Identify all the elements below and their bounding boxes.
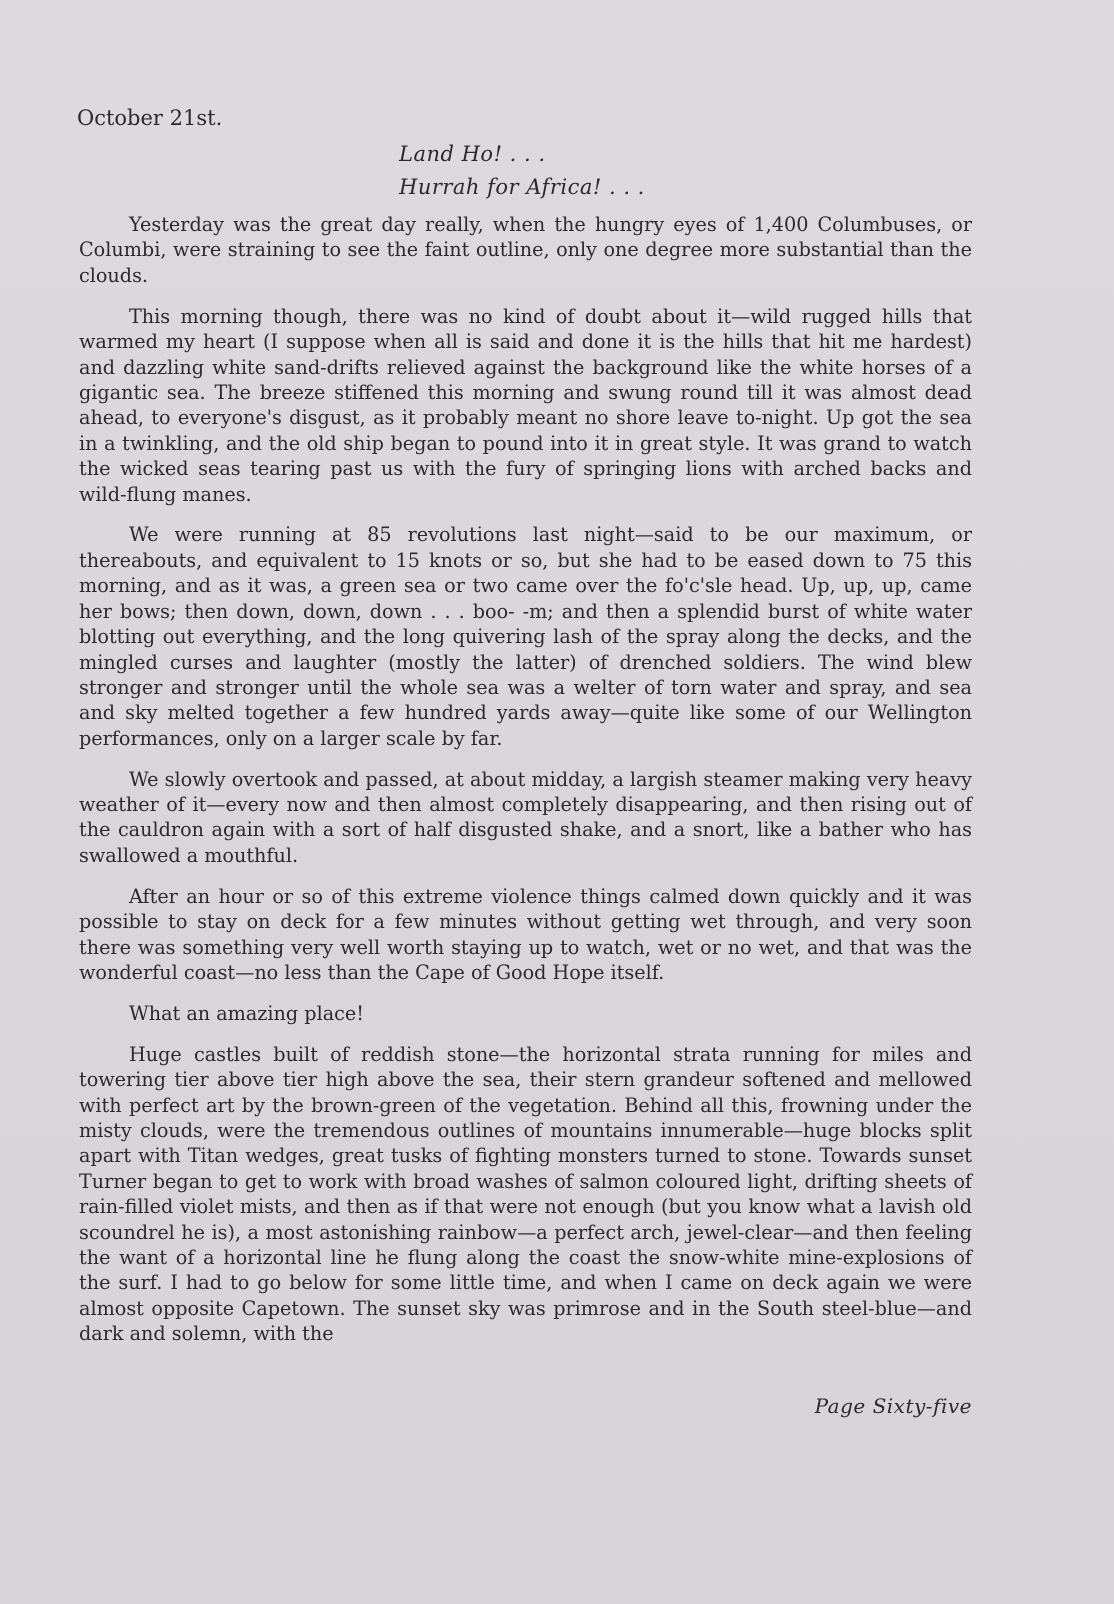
heading-land-ho: Land Ho! . . .	[399, 142, 546, 166]
paragraph-revolutions: We were running at 85 revolutions last night—said to be our maximum, or thereabouts, and equivalent to 15 knots or so, but she had to be eased down to 75 this morning, and as it was, a green sea or two came over the fo'c'sle head. Up, up, up, came her bows; then down, down, down . . . boo- -m; and then a splendid burst of white water blotting out everything, and the long quivering lash of the spray along the decks, and the mingled curses and laughter (mostly the latter) of drenched soldiers. The wind blew stronger and stronger until the whole sea was a welter of torn water and spray, and sea and sky melted together a few hundred yards away—quite like some of our Wellington performances, only on a larger scale by far.	[79, 523, 972, 750]
paragraph-steamer: We slowly overtook and passed, at about midday, a largish steamer making very heavy weather of it—every now and then almost completely disappearing, and then rising out of the cauldron again with a sort of half disgusted shake, and a snort, like a bather who has swallowed a mouthful.	[79, 767, 972, 867]
paragraph-calmed-down: After an hour or so of this extreme violence things calmed down quickly and it was possible to stay on deck for a few minutes without getting wet through, and very soon there was something very well worth staying up to watch, wet or no wet, and that was the wonderful coast—no less than the Cape of Good Hope itself.	[79, 884, 972, 984]
body-text	[79, 212, 972, 1362]
paragraph-amazing-place: What an amazing place!	[129, 1001, 364, 1025]
heading-hurrah-for-africa: Hurrah for Africa! . . .	[399, 175, 645, 199]
entry-date: October 21st.	[77, 106, 223, 130]
paragraph-huge-castles: Huge castles built of reddish stone—the horizontal strata running for miles and towering tier above tier high above the sea, their stern grandeur softened and mellowed with perfect art by the brown-green of the vegetation. Behind all this, frowning under the misty clouds, were the tremendous outlines of mountains innumerable—huge blocks split apart with Titan wedges, great tusks of fighting monsters turned to stone. Towards sunset Turner began to get to work with broad washes of salmon coloured light, drifting sheets of rain-filled violet mists, and then as if that were not enough (but you know what a lavish old scoundrel he is), a most astonishing rainbow—a perfect arch, jewel-clear—and then feeling the want of a horizontal line he flung along the coast the snow-white mine-explosions of the surf. I had to go below for some little time, and when I came on deck again we were almost opposite Capetown. The sunset sky was primrose and in the South steel-blue—and dark and solemn, with the	[79, 1042, 972, 1346]
paragraph-yesterday: Yesterday was the great day really, when the hungry eyes of 1,400 Columbuses, or Columbi, were straining to see the faint outline, only one degree more substantial than the clouds.	[79, 213, 972, 287]
paragraph-this-morning: This morning though, there was no kind of doubt about it—wild rugged hills that warmed my heart (I suppose when all is said and done it is the hills that hit me hardest) and dazzling white sand-drifts relieved against the background like the white horses of a gigantic sea. The breeze stiffened this morning and swung round till it was almost dead ahead, to everyone's disgust, as it probably meant no shore leave to-night. Up got the sea in a twinkling, and the old ship began to pound into it in great style. It was grand to watch the wicked seas tearing past us with the fury of springing lions with arched backs and wild-flung manes.	[79, 304, 972, 506]
page-number: Page Sixty-five	[814, 1394, 972, 1418]
